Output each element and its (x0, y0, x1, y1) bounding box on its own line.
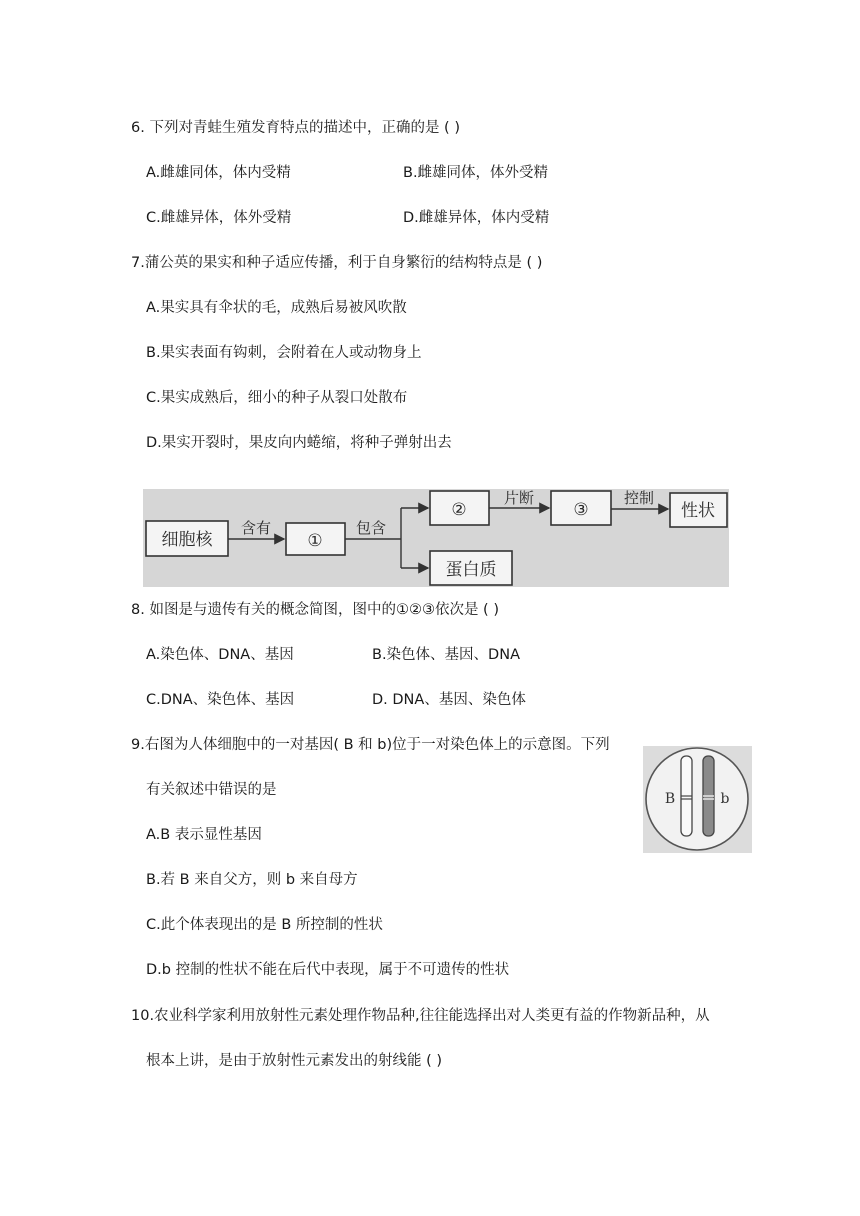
box-2-label: ② (451, 500, 467, 520)
q10-stem: 10.农业科学家利用放射性元素处理作物品种,往往能选择出对人类更有益的作物新品种，从 (131, 1008, 710, 1024)
q7-option-b: B.果实表面有钩刺，会附着在人或动物身上 (146, 345, 422, 361)
q8-option-a: A.染色体、DNA、基因 (146, 647, 294, 663)
contains-label: 含有 (240, 519, 272, 537)
includes-label: 包含 (355, 519, 387, 537)
q8-option-d: D. DNA、基因、染色体 (372, 692, 526, 708)
chromosome-pair-figure (643, 746, 752, 853)
protein-label: 蛋白质 (445, 560, 497, 580)
q7-stem: 7.蒲公英的果实和种子适应传播，利于自身繁衍的结构特点是 ( ) (131, 255, 543, 271)
q9-option-b: B.若 B 来自父方，则 b 来自母方 (146, 872, 358, 888)
q7-option-d: D.果实开裂时，果皮向内蜷缩，将种子弹射出去 (146, 435, 452, 451)
q8-stem: 8. 如图是与遗传有关的概念简图，图中的①②③依次是 ( ) (131, 602, 499, 618)
q7-option-a: A.果实具有伞状的毛，成熟后易被风吹散 (146, 300, 407, 316)
q6-option-d: D.雌雄异体，体内受精 (403, 210, 550, 226)
q7-option-c: C.果实成熟后，细小的种子从裂口处散布 (146, 390, 408, 406)
genetics-concept-diagram (143, 489, 729, 587)
fragment-label: 片断 (503, 489, 535, 507)
q10-stem-continued: 根本上讲，是由于放射性元素发出的射线能 ( ) (146, 1053, 443, 1069)
q9-option-a: A.B 表示显性基因 (146, 827, 262, 843)
q6-option-c: C.雌雄异体，体外受精 (146, 210, 292, 226)
q6-option-a: A.雌雄同体，体内受精 (146, 165, 291, 181)
box-1-label: ① (307, 531, 323, 551)
q9-stem-continued: 有关叙述中错误的是 (146, 782, 277, 798)
q9-option-d: D.b 控制的性状不能在后代中表现，属于不可遗传的性状 (146, 962, 510, 978)
box-3-label: ③ (573, 500, 589, 520)
controls-label: 控制 (623, 489, 655, 507)
gene-B-label: B (664, 791, 676, 807)
q8-option-c: C.DNA、染色体、基因 (146, 692, 295, 708)
nucleus-label: 细胞核 (161, 530, 213, 550)
q6-stem: 6. 下列对青蛙生殖发育特点的描述中，正确的是 ( ) (131, 120, 460, 136)
q9-option-c: C.此个体表现出的是 B 所控制的性状 (146, 917, 383, 933)
gene-b-label: b (720, 791, 730, 807)
trait-label: 性状 (681, 501, 715, 521)
q8-option-b: B.染色体、基因、DNA (372, 647, 520, 663)
q9-stem: 9.右图为人体细胞中的一对基因( B 和 b)位于一对染色体上的示意图。下列 (131, 737, 610, 753)
q6-option-b: B.雌雄同体，体外受精 (403, 165, 549, 181)
